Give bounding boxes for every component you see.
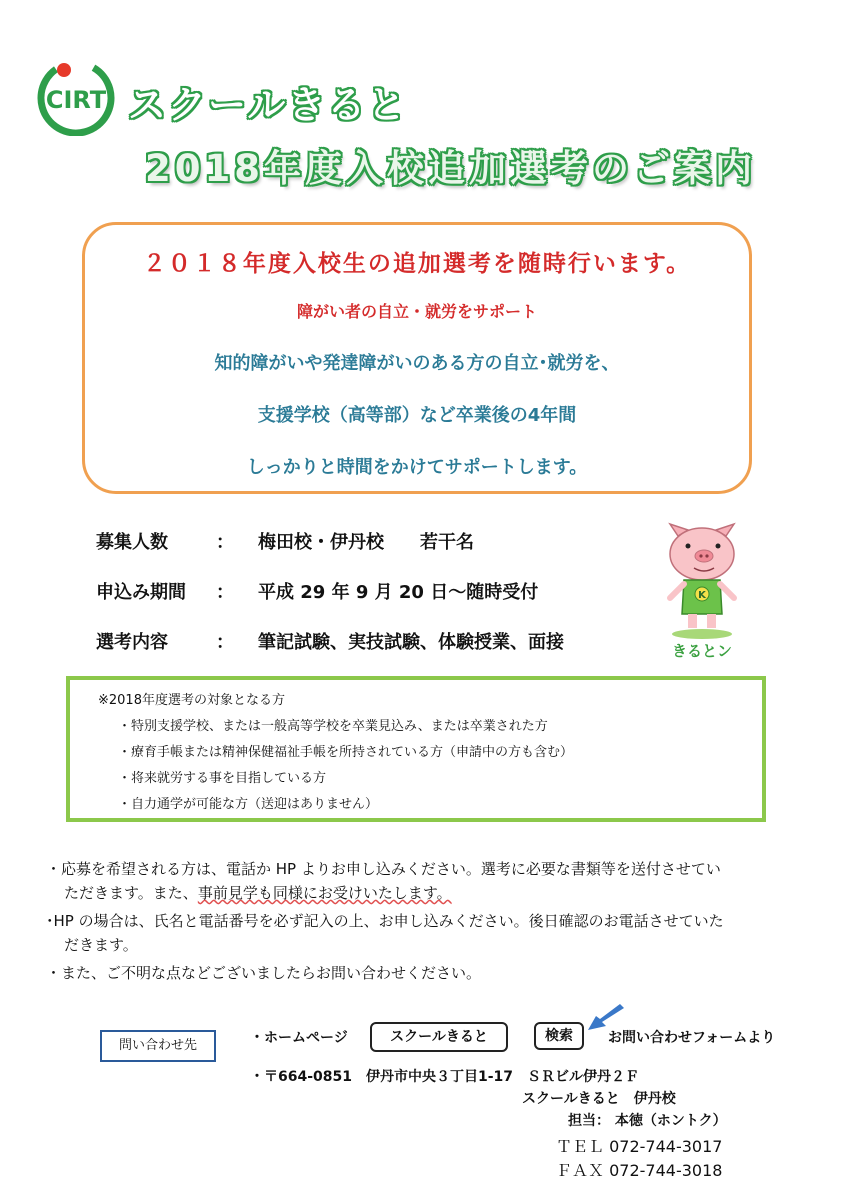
eligibility-item: ・特別支援学校、または一般高等学校を卒業見込み、または卒業された方 — [118, 719, 548, 734]
homepage-label: ・ホームページ — [250, 1030, 348, 1046]
eligibility-item: ・自力通学が可能な方（送迎はありません） — [118, 797, 379, 812]
contact-form-text: お問い合わせフォームより — [608, 1030, 776, 1046]
note-text: ・また、ご不明な点などございましたらお問い合わせください。 — [46, 964, 482, 982]
note-text: だきます。 — [64, 936, 138, 954]
note-text: ･HP の場合は、氏名と電話番号を必ず記入の上、お申し込みください。後日確認のお電話させていた — [46, 912, 724, 930]
cirt-logo — [32, 54, 122, 136]
intro-line: しっかりと時間をかけてサポートします。 — [246, 457, 588, 478]
detail-value: 平成 29 年 9 月 20 日～随時受付 — [258, 582, 539, 603]
detail-label: 申込み期間 — [96, 582, 186, 603]
intro-line: 支援学校（高等部）など卒業後の4年間 — [257, 405, 577, 426]
school-name: スクールきると — [128, 83, 408, 127]
svg-text:K: K — [698, 590, 706, 601]
contact-label: 問い合わせ先 — [100, 1030, 216, 1062]
svg-text:きるとン: きるとン — [671, 642, 733, 660]
eligibility-item: ・将来就労する事を目指している方 — [118, 771, 327, 786]
note-text: ・応募を希望される方は、電話か HP よりお申し込みください。選考に必要な書類等を送付させてい — [46, 860, 721, 878]
svg-text:CIRT: CIRT — [45, 86, 107, 114]
eligibility-title: ※2018年度選考の対象となる方 — [98, 693, 285, 708]
detail-label: 募集人数 — [96, 532, 168, 553]
mascot-pig-image — [660, 522, 744, 662]
fax-number: ＦＡＸ 072-744-3018 — [556, 1161, 723, 1180]
detail-colon: ： — [216, 532, 234, 553]
intro-headline: ２０１８年度入校生の追加選考を随時行います。 — [142, 251, 692, 277]
detail-value: 筆記試験、実技試験、体験授業、面接 — [258, 632, 564, 653]
note-text — [64, 882, 452, 903]
branch-name: スクールきると 伊丹校 — [522, 1091, 676, 1107]
contact-person: 担当： 本徳（ホントク） — [568, 1113, 727, 1129]
eligibility-item: ・療育手帳または精神保健福祉手帳を所持されている方（申請中の方も含む） — [118, 745, 574, 760]
search-keyword-box[interactable]: スクールきると — [370, 1022, 508, 1052]
note-text-part: ただきます。また、 — [64, 884, 198, 902]
detail-value: 梅田校・伊丹校 若干名 — [258, 532, 474, 553]
intro-line: 知的障がいや発達障がいのある方の自立･就労を、 — [214, 353, 620, 374]
address-text: ・〒664-0851 伊丹市中央３丁目1-17 ＳＲビル伊丹２Ｆ — [250, 1069, 640, 1085]
intro-subheadline: 障がい者の自立・就労をサポート — [296, 302, 537, 321]
detail-colon: ： — [216, 582, 234, 603]
detail-label: 選考内容 — [96, 632, 168, 653]
detail-colon: ： — [216, 632, 234, 653]
eligibility-box — [66, 676, 766, 822]
search-button[interactable]: 検索 — [534, 1022, 584, 1050]
page-title: 2018年度入校追加選考のご案内 — [145, 147, 756, 190]
note-text-underlined: 事前見学も同様にお受けいたします。 — [197, 884, 452, 902]
tel-number: ＴＥＬ 072-744-3017 — [556, 1137, 723, 1156]
intro-box — [82, 222, 752, 494]
